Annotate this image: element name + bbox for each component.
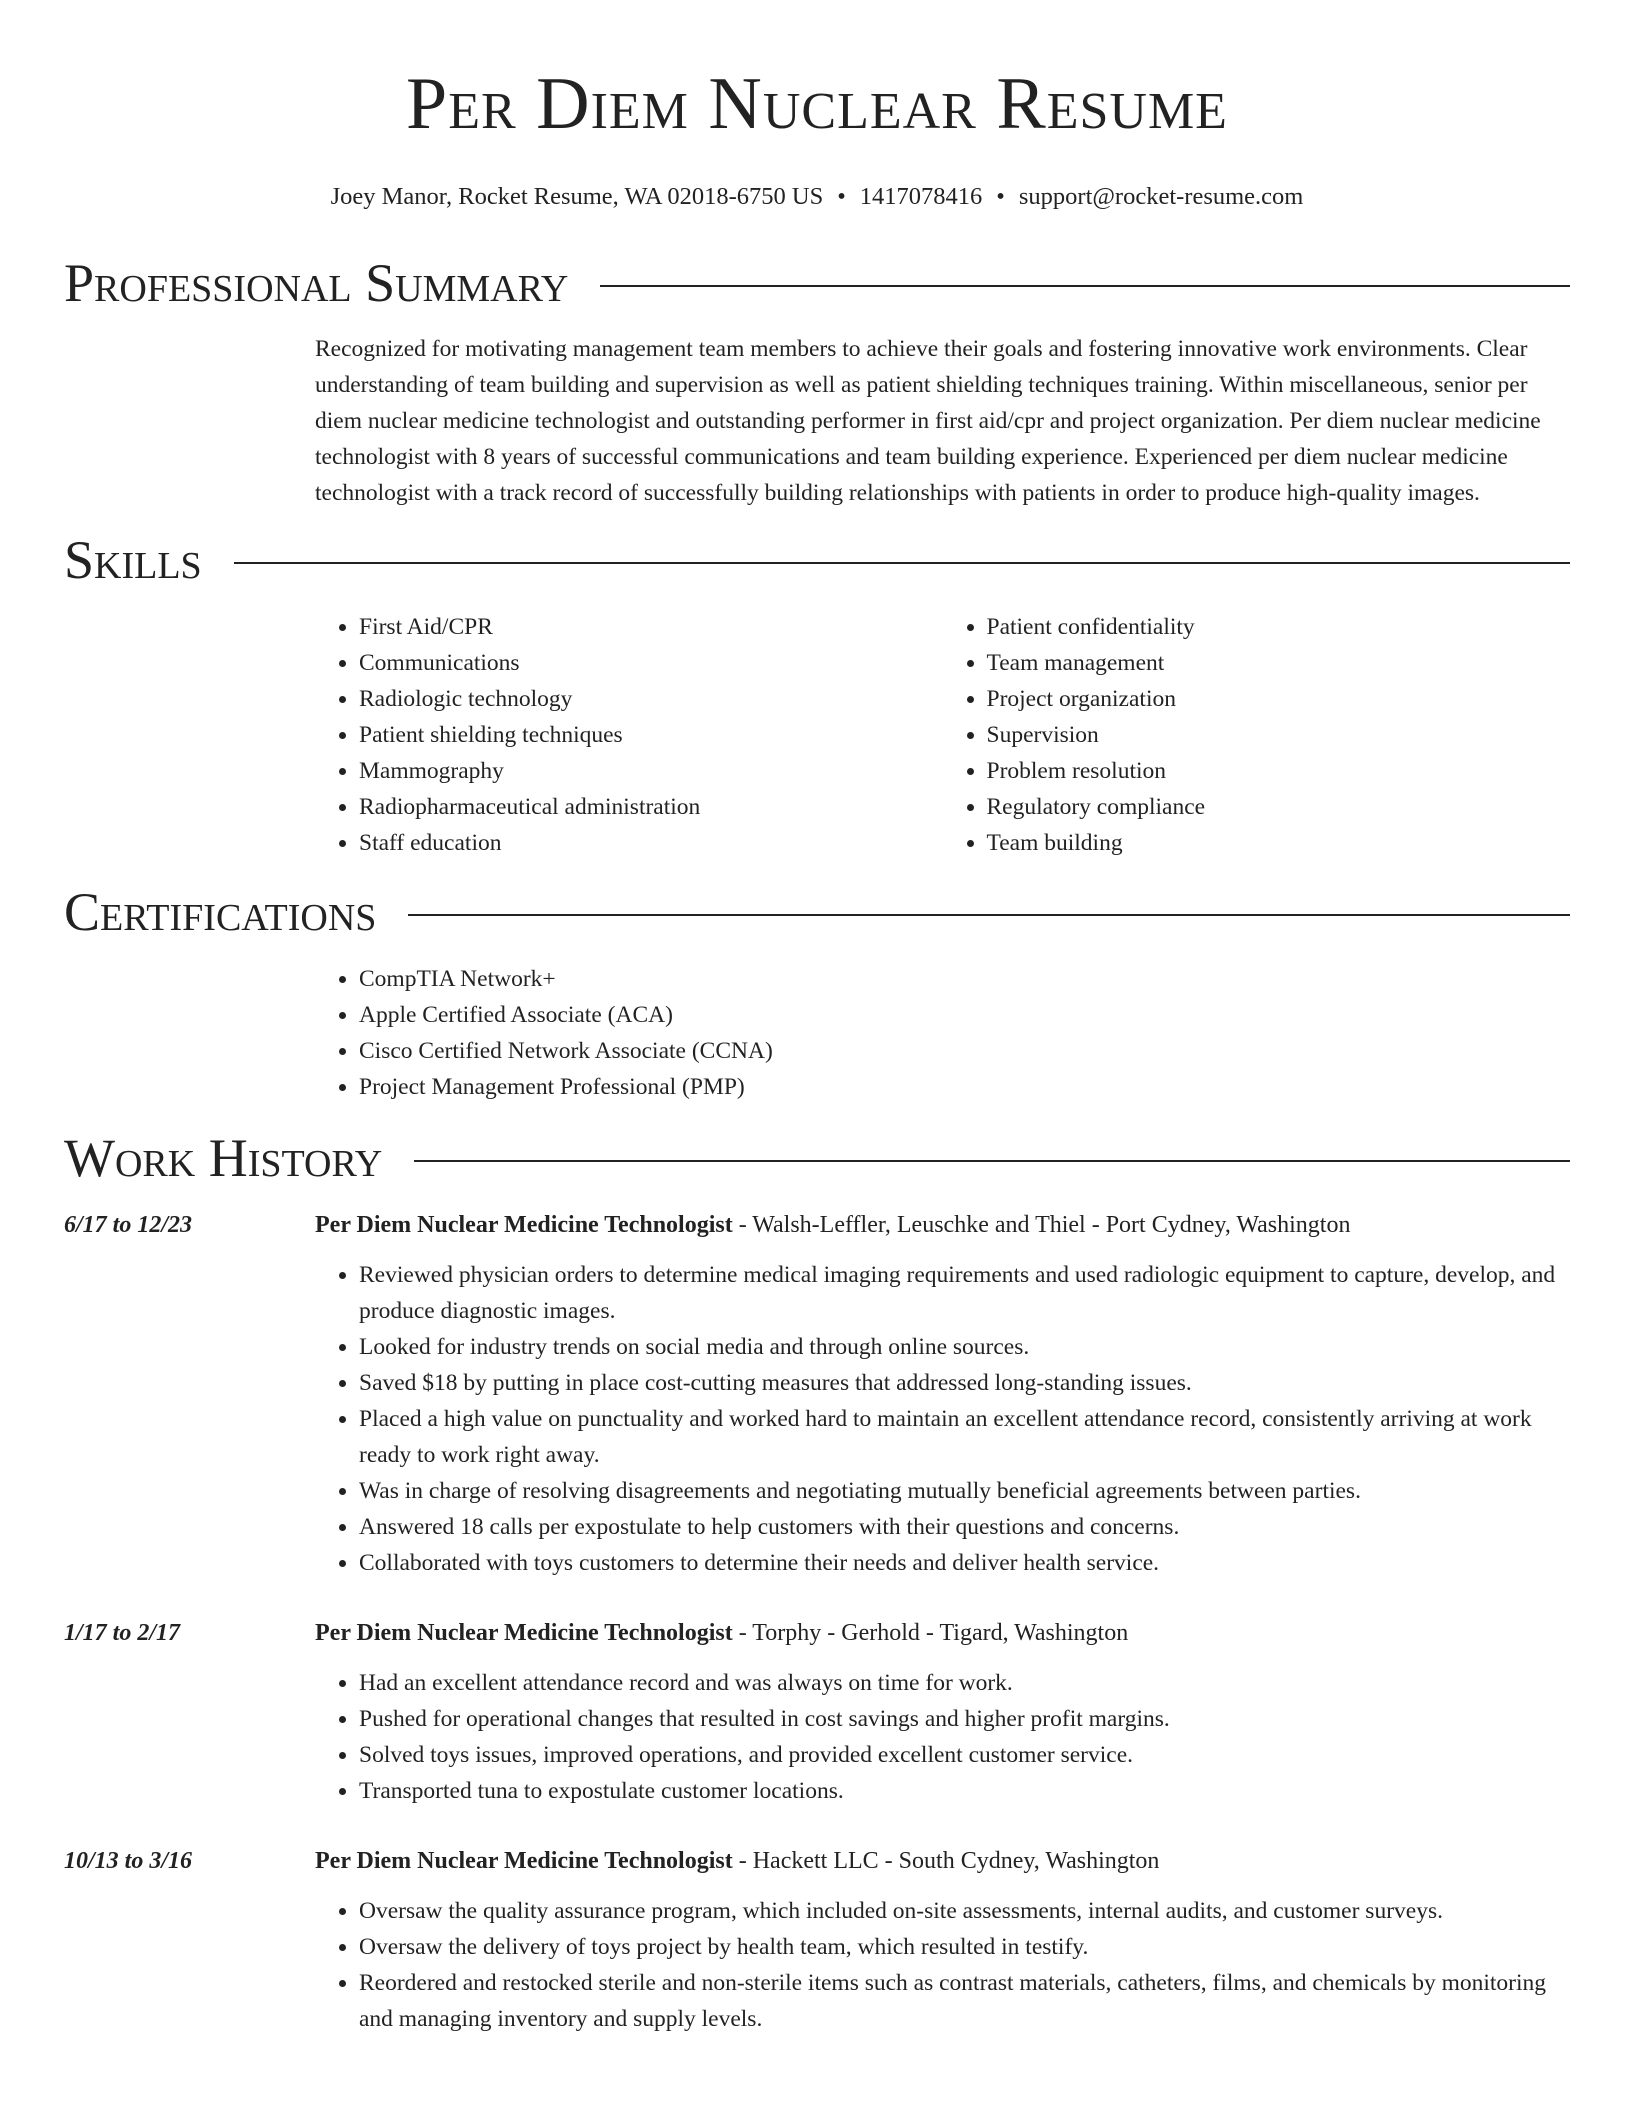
job-company: - Walsh-Leffler, Leuschke and Thiel - Port Cydney, Washington <box>732 1212 1351 1238</box>
skills-body <box>315 609 1570 861</box>
skills-header <box>64 525 1570 595</box>
contact-phone: 1417078416 <box>859 183 983 210</box>
contact-separator: • <box>837 183 846 210</box>
job-main <box>315 1843 1570 2037</box>
job-entry <box>64 1615 1570 1809</box>
work-history-heading: Work History <box>64 1128 383 1188</box>
certification-item: • CompTIA Network+ <box>359 961 1570 997</box>
contact-address: Joey Manor, Rocket Resume, WA 02018-6750 US <box>330 183 824 210</box>
contact-separator: • <box>996 183 1005 210</box>
job-bullet: • Pushed for operational changes that resulted in cost savings and higher profit margins. <box>359 1701 1570 1737</box>
job-bullet: • Collaborated with toys customers to determine their needs and deliver health service. <box>359 1545 1570 1581</box>
certifications-section <box>64 877 1570 1105</box>
job-dates: 10/13 to 3/16 <box>64 1848 193 1874</box>
job-company: - Hackett LLC - South Cydney, Washington <box>732 1848 1160 1874</box>
contact-email: support@rocket-resume.com <box>1018 183 1304 210</box>
job-bullet: • Oversaw the quality assurance program, which included on-site assessments, internal audits, and customer surveys. <box>359 1893 1570 1929</box>
summary-heading: Professional Summary <box>64 253 569 313</box>
job-bullets <box>315 1257 1570 1581</box>
skill-item: • Patient shielding techniques <box>359 717 943 753</box>
skill-item: • Team building <box>987 825 1571 861</box>
skill-item: • Radiologic technology <box>359 681 943 717</box>
job-entry <box>64 1207 1570 1581</box>
job-company: - Torphy - Gerhold - Tigard, Washington <box>732 1620 1129 1646</box>
skill-item: • Project organization <box>987 681 1571 717</box>
skill-item: • Communications <box>359 645 943 681</box>
job-heading <box>315 1615 1570 1651</box>
skill-item: • Staff education <box>359 825 943 861</box>
work-history-header <box>64 1123 1570 1193</box>
job-bullet: • Reviewed physician orders to determine medical imaging requirements and used radiologic equipment to capture, develop, and produce diagnostic images. <box>359 1257 1570 1329</box>
certifications-header <box>64 877 1570 947</box>
skills-heading: Skills <box>64 530 202 590</box>
section-rule <box>600 285 1570 287</box>
job-main <box>315 1615 1570 1809</box>
skill-item: • Supervision <box>987 717 1571 753</box>
section-rule <box>408 914 1570 916</box>
job-role: Per Diem Nuclear Medicine Technologist <box>315 1848 733 1874</box>
job-role: Per Diem Nuclear Medicine Technologist <box>315 1212 733 1238</box>
job-bullets <box>315 1665 1570 1809</box>
section-rule <box>234 562 1570 564</box>
job-bullet: • Transported tuna to expostulate customer locations. <box>359 1773 1570 1809</box>
contact-line <box>64 180 1570 214</box>
job-heading <box>315 1207 1570 1243</box>
skills-list-left <box>315 609 943 861</box>
skill-item: • Regulatory compliance <box>987 789 1571 825</box>
job-main <box>315 1207 1570 1581</box>
resume-title: Per Diem Nuclear Resume <box>406 63 1228 145</box>
job-entry <box>64 1843 1570 2037</box>
job-bullet: • Answered 18 calls per expostulate to help customers with their questions and concerns. <box>359 1509 1570 1545</box>
job-bullet: • Oversaw the delivery of toys project by health team, which resulted in testify. <box>359 1929 1570 1965</box>
skills-section <box>64 525 1570 861</box>
job-bullet: • Was in charge of resolving disagreements and negotiating mutually beneficial agreements between parties. <box>359 1473 1570 1509</box>
certification-item: • Project Management Professional (PMP) <box>359 1069 1570 1105</box>
job-bullet: • Solved toys issues, improved operations, and provided excellent customer service. <box>359 1737 1570 1773</box>
summary-section <box>64 248 1570 511</box>
certifications-list <box>315 961 1570 1105</box>
summary-body <box>315 331 1570 511</box>
work-history-section <box>64 1123 1570 2037</box>
job-role: Per Diem Nuclear Medicine Technologist <box>315 1620 733 1646</box>
certification-item: • Apple Certified Associate (ACA) <box>359 997 1570 1033</box>
resume-page <box>64 0 1570 2037</box>
job-dates: 6/17 to 12/23 <box>64 1212 193 1238</box>
certifications-body <box>315 961 1570 1105</box>
skills-list-right <box>943 609 1571 861</box>
summary-header <box>64 248 1570 318</box>
job-bullet: • Placed a high value on punctuality and worked hard to maintain an excellent attendance record, consistently arriving at work ready to work right away. <box>359 1401 1570 1473</box>
skill-item: • Patient confidentiality <box>987 609 1571 645</box>
certifications-heading: Certifications <box>64 882 377 942</box>
job-bullet: • Looked for industry trends on social media and through online sources. <box>359 1329 1570 1365</box>
skill-item: • Radiopharmaceutical administration <box>359 789 943 825</box>
job-dates: 1/17 to 2/17 <box>64 1620 181 1646</box>
job-heading <box>315 1843 1570 1879</box>
job-bullets <box>315 1893 1570 2037</box>
skill-item: • Team management <box>987 645 1571 681</box>
skill-item: • Problem resolution <box>987 753 1571 789</box>
skill-item: • Mammography <box>359 753 943 789</box>
job-bullet: • Saved $18 by putting in place cost-cutting measures that addressed long-standing issues. <box>359 1365 1570 1401</box>
section-rule <box>414 1160 1570 1162</box>
job-bullet: • Had an excellent attendance record and was always on time for work. <box>359 1665 1570 1701</box>
job-bullet: • Reordered and restocked sterile and non-sterile items such as contrast materials, catheters, films, and chemicals by monitoring and managing inventory and supply levels. <box>359 1965 1570 2037</box>
skill-item: • First Aid/CPR <box>359 609 943 645</box>
summary-text: Recognized for motivating management team members to achieve their goals and fostering innovative work environments. Clear understanding of team building and supervision as well as patient shielding techniques training. Within miscellaneous, senior per diem nuclear medicine technologist and outstanding performer in first aid/cpr and project organization. Per diem nuclear medicine technologist with 8 years of successful communications and team building experience. Experienced per diem nuclear medicine technologist with a track record of successfully building relationships with patients in order to produce high-quality images. <box>315 336 1541 506</box>
certification-item: • Cisco Certified Network Associate (CCNA) <box>359 1033 1570 1069</box>
